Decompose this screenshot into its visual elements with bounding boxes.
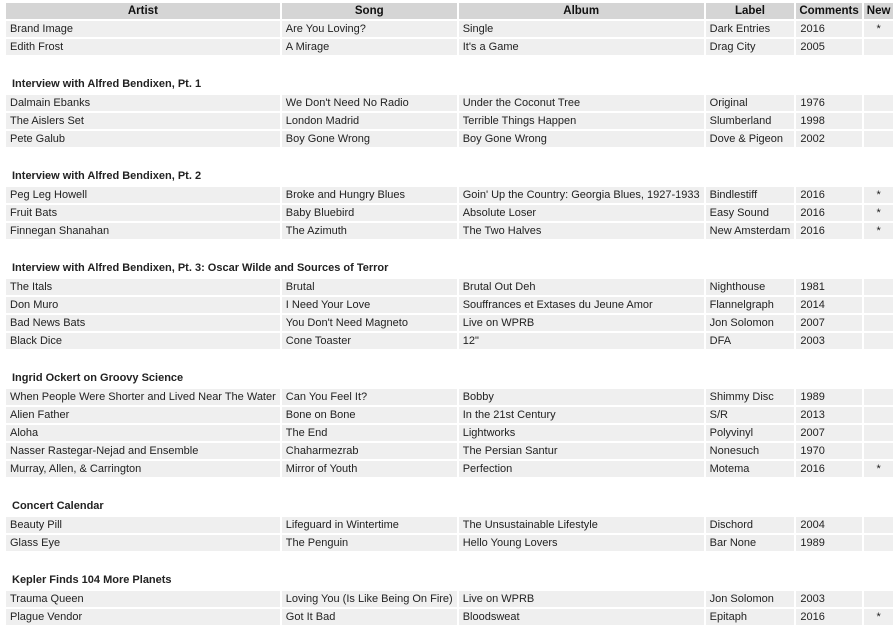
table-row bbox=[6, 517, 893, 533]
new-cell bbox=[864, 131, 894, 147]
song-cell: Chaharmezrab bbox=[282, 443, 457, 459]
label-cell: Dischord bbox=[706, 517, 795, 533]
album-cell: Live on WPRB bbox=[459, 591, 704, 607]
label-cell: DFA bbox=[706, 333, 795, 349]
segment-row bbox=[6, 369, 893, 387]
spacer-row bbox=[6, 241, 893, 257]
spacer-row bbox=[6, 149, 893, 165]
segment-title: Concert Calendar bbox=[6, 497, 893, 515]
album-cell: Single bbox=[459, 21, 704, 37]
table-row bbox=[6, 95, 893, 111]
artist-cell: Fruit Bats bbox=[6, 205, 280, 221]
comments-cell: 1998 bbox=[796, 113, 861, 129]
spacer-cell bbox=[6, 241, 893, 257]
album-cell: In the 21st Century bbox=[459, 407, 704, 423]
song-cell: Can You Feel It? bbox=[282, 389, 457, 405]
label-cell: Drag City bbox=[706, 39, 795, 55]
table-row bbox=[6, 21, 893, 37]
comments-cell: 1981 bbox=[796, 279, 861, 295]
artist-cell: Nasser Rastegar-Nejad and Ensemble bbox=[6, 443, 280, 459]
artist-cell: Trauma Queen bbox=[6, 591, 280, 607]
new-cell bbox=[864, 95, 894, 111]
album-cell: Perfection bbox=[459, 461, 704, 477]
segment-title: Kepler Finds 104 More Planets bbox=[6, 571, 893, 589]
spacer-cell bbox=[6, 479, 893, 495]
label-cell: Jon Solomon bbox=[706, 315, 795, 331]
table-row bbox=[6, 297, 893, 313]
new-cell bbox=[864, 443, 894, 459]
song-cell: Cone Toaster bbox=[282, 333, 457, 349]
artist-cell: Finnegan Shanahan bbox=[6, 223, 280, 239]
table-row bbox=[6, 223, 893, 239]
artist-cell: Peg Leg Howell bbox=[6, 187, 280, 203]
artist-cell: Glass Eye bbox=[6, 535, 280, 551]
new-cell bbox=[864, 297, 894, 313]
table-row bbox=[6, 535, 893, 551]
table-row bbox=[6, 39, 893, 55]
spacer-row bbox=[6, 351, 893, 367]
song-cell: Are You Loving? bbox=[282, 21, 457, 37]
label-column-header[interactable]: Label bbox=[706, 3, 795, 19]
label-cell: Motema bbox=[706, 461, 795, 477]
album-cell: Under the Coconut Tree bbox=[459, 95, 704, 111]
album-cell: Brutal Out Deh bbox=[459, 279, 704, 295]
comments-column-header[interactable]: Comments bbox=[796, 3, 861, 19]
song-cell: Loving You (Is Like Being On Fire) bbox=[282, 591, 457, 607]
label-cell: Bindlestiff bbox=[706, 187, 795, 203]
new-cell bbox=[864, 517, 894, 533]
table-row bbox=[6, 443, 893, 459]
song-cell: I Need Your Love bbox=[282, 297, 457, 313]
new-cell bbox=[864, 535, 894, 551]
comments-cell: 2005 bbox=[796, 39, 861, 55]
table-row bbox=[6, 609, 893, 625]
song-cell: The Penguin bbox=[282, 535, 457, 551]
table-row bbox=[6, 279, 893, 295]
spacer-cell bbox=[6, 553, 893, 569]
song-cell: Bone on Bone bbox=[282, 407, 457, 423]
label-cell: Polyvinyl bbox=[706, 425, 795, 441]
song-cell: Mirror of Youth bbox=[282, 461, 457, 477]
song-cell: The End bbox=[282, 425, 457, 441]
new-column-header[interactable]: New bbox=[864, 3, 894, 19]
artist-cell: Don Muro bbox=[6, 297, 280, 313]
new-cell bbox=[864, 279, 894, 295]
spacer-cell bbox=[6, 351, 893, 367]
album-cell: Boy Gone Wrong bbox=[459, 131, 704, 147]
table-row bbox=[6, 389, 893, 405]
artist-cell: Edith Frost bbox=[6, 39, 280, 55]
artist-cell: Murray, Allen, & Carrington bbox=[6, 461, 280, 477]
label-cell: Jon Solomon bbox=[706, 591, 795, 607]
new-cell: * bbox=[864, 223, 894, 239]
comments-cell: 2016 bbox=[796, 187, 861, 203]
table-row bbox=[6, 187, 893, 203]
table-row bbox=[6, 425, 893, 441]
header-row bbox=[6, 3, 893, 19]
song-cell: Got It Bad bbox=[282, 609, 457, 625]
comments-cell: 2003 bbox=[796, 333, 861, 349]
segment-title: Interview with Alfred Bendixen, Pt. 1 bbox=[6, 75, 893, 93]
song-cell: Baby Bluebird bbox=[282, 205, 457, 221]
new-cell: * bbox=[864, 187, 894, 203]
artist-cell: Bad News Bats bbox=[6, 315, 280, 331]
comments-cell: 1970 bbox=[796, 443, 861, 459]
album-cell: 12" bbox=[459, 333, 704, 349]
album-cell: Souffrances et Extases du Jeune Amor bbox=[459, 297, 704, 313]
artist-cell: Beauty Pill bbox=[6, 517, 280, 533]
table-row bbox=[6, 131, 893, 147]
new-cell bbox=[864, 39, 894, 55]
song-cell: We Don't Need No Radio bbox=[282, 95, 457, 111]
segment-title: Interview with Alfred Bendixen, Pt. 2 bbox=[6, 167, 893, 185]
song-cell: A Mirage bbox=[282, 39, 457, 55]
song-cell: Broke and Hungry Blues bbox=[282, 187, 457, 203]
comments-cell: 2004 bbox=[796, 517, 861, 533]
label-cell: Dark Entries bbox=[706, 21, 795, 37]
album-cell: Hello Young Lovers bbox=[459, 535, 704, 551]
artist-cell: Aloha bbox=[6, 425, 280, 441]
comments-cell: 2016 bbox=[796, 21, 861, 37]
spacer-cell bbox=[6, 57, 893, 73]
table-row bbox=[6, 315, 893, 331]
new-cell bbox=[864, 407, 894, 423]
album-cell: Lightworks bbox=[459, 425, 704, 441]
song-cell: The Azimuth bbox=[282, 223, 457, 239]
label-cell: Original bbox=[706, 95, 795, 111]
artist-cell: Pete Galub bbox=[6, 131, 280, 147]
song-cell: Brutal bbox=[282, 279, 457, 295]
comments-cell: 2007 bbox=[796, 315, 861, 331]
new-cell bbox=[864, 425, 894, 441]
table-row bbox=[6, 333, 893, 349]
table-row bbox=[6, 591, 893, 607]
artist-cell: When People Were Shorter and Lived Near The Water bbox=[6, 389, 280, 405]
album-cell: Live on WPRB bbox=[459, 315, 704, 331]
comments-cell: 2016 bbox=[796, 461, 861, 477]
comments-cell: 2016 bbox=[796, 609, 861, 625]
album-cell: The Two Halves bbox=[459, 223, 704, 239]
table-row bbox=[6, 407, 893, 423]
comments-cell: 2016 bbox=[796, 205, 861, 221]
album-cell: Bloodsweat bbox=[459, 609, 704, 625]
comments-cell: 2013 bbox=[796, 407, 861, 423]
album-cell: The Unsustainable Lifestyle bbox=[459, 517, 704, 533]
song-cell: Boy Gone Wrong bbox=[282, 131, 457, 147]
spacer-row bbox=[6, 553, 893, 569]
song-column-header[interactable]: Song bbox=[282, 3, 457, 19]
new-cell bbox=[864, 591, 894, 607]
album-column-header[interactable]: Album bbox=[459, 3, 704, 19]
segment-row bbox=[6, 167, 893, 185]
table-row bbox=[6, 113, 893, 129]
table-row bbox=[6, 461, 893, 477]
artist-cell: Dalmain Ebanks bbox=[6, 95, 280, 111]
label-cell: Nighthouse bbox=[706, 279, 795, 295]
segment-title: Ingrid Ockert on Groovy Science bbox=[6, 369, 893, 387]
comments-cell: 2003 bbox=[796, 591, 861, 607]
label-cell: Nonesuch bbox=[706, 443, 795, 459]
artist-cell: The Aislers Set bbox=[6, 113, 280, 129]
album-cell: Goin' Up the Country: Georgia Blues, 1927-1933 bbox=[459, 187, 704, 203]
album-cell: Terrible Things Happen bbox=[459, 113, 704, 129]
segment-row bbox=[6, 259, 893, 277]
album-cell: Absolute Loser bbox=[459, 205, 704, 221]
new-cell: * bbox=[864, 609, 894, 625]
comments-cell: 1976 bbox=[796, 95, 861, 111]
new-cell: * bbox=[864, 461, 894, 477]
new-cell bbox=[864, 113, 894, 129]
label-cell: Dove & Pigeon bbox=[706, 131, 795, 147]
label-cell: Easy Sound bbox=[706, 205, 795, 221]
playlist-table bbox=[4, 1, 895, 627]
label-cell: Slumberland bbox=[706, 113, 795, 129]
song-cell: London Madrid bbox=[282, 113, 457, 129]
comments-cell: 2016 bbox=[796, 223, 861, 239]
label-cell: S/R bbox=[706, 407, 795, 423]
comments-cell: 1989 bbox=[796, 535, 861, 551]
album-cell: Bobby bbox=[459, 389, 704, 405]
comments-cell: 2002 bbox=[796, 131, 861, 147]
new-cell bbox=[864, 389, 894, 405]
album-cell: The Persian Santur bbox=[459, 443, 704, 459]
segment-row bbox=[6, 497, 893, 515]
artist-cell: Plague Vendor bbox=[6, 609, 280, 625]
comments-cell: 2014 bbox=[796, 297, 861, 313]
song-cell: You Don't Need Magneto bbox=[282, 315, 457, 331]
spacer-row bbox=[6, 57, 893, 73]
artist-cell: Brand Image bbox=[6, 21, 280, 37]
album-cell: It's a Game bbox=[459, 39, 704, 55]
artist-column-header[interactable]: Artist bbox=[6, 3, 280, 19]
label-cell: Bar None bbox=[706, 535, 795, 551]
new-cell: * bbox=[864, 205, 894, 221]
playlist-body bbox=[6, 21, 893, 625]
artist-cell: The Itals bbox=[6, 279, 280, 295]
spacer-cell bbox=[6, 149, 893, 165]
comments-cell: 2007 bbox=[796, 425, 861, 441]
table-row bbox=[6, 205, 893, 221]
label-cell: Epitaph bbox=[706, 609, 795, 625]
artist-cell: Alien Father bbox=[6, 407, 280, 423]
comments-cell: 1989 bbox=[796, 389, 861, 405]
label-cell: Flannelgraph bbox=[706, 297, 795, 313]
artist-cell: Black Dice bbox=[6, 333, 280, 349]
new-cell: * bbox=[864, 21, 894, 37]
song-cell: Lifeguard in Wintertime bbox=[282, 517, 457, 533]
label-cell: New Amsterdam bbox=[706, 223, 795, 239]
segment-row bbox=[6, 75, 893, 93]
segment-row bbox=[6, 571, 893, 589]
label-cell: Shimmy Disc bbox=[706, 389, 795, 405]
new-cell bbox=[864, 333, 894, 349]
spacer-row bbox=[6, 479, 893, 495]
new-cell bbox=[864, 315, 894, 331]
segment-title: Interview with Alfred Bendixen, Pt. 3: Oscar Wilde and Sources of Terror bbox=[6, 259, 893, 277]
